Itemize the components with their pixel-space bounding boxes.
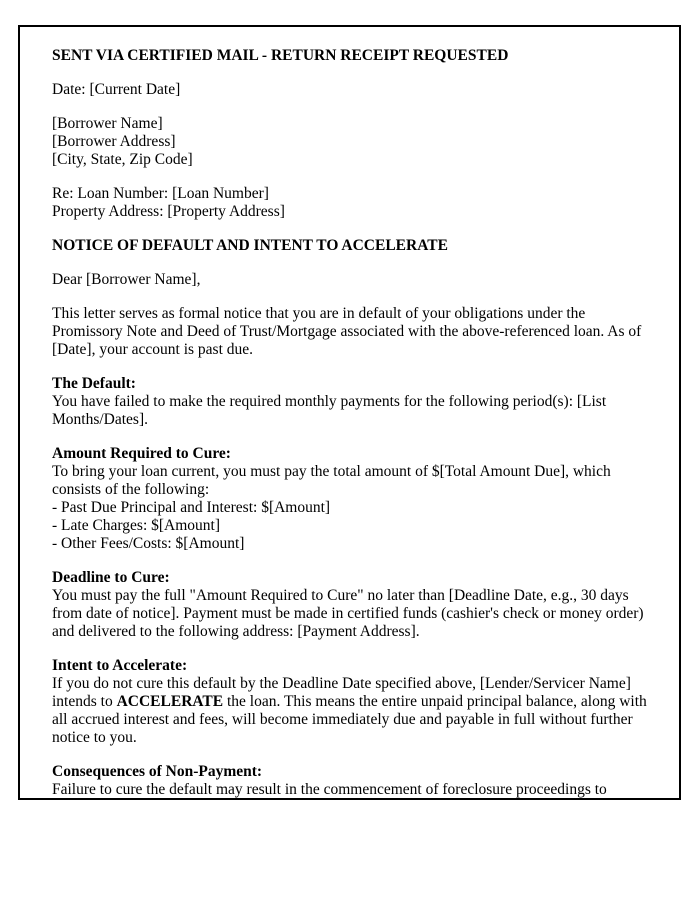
section-heading-the-default: The Default:: [52, 375, 136, 392]
reference-block: [52, 185, 649, 221]
accelerate-text-after: the loan. This means the entire unpaid principal balance, along with all accrued interest and fees, will become immediately due and payable in full without further notice to you.: [52, 693, 647, 746]
loan-number-line: Re: Loan Number: [Loan Number]: [52, 185, 269, 202]
section-deadline-to-cure: [52, 569, 649, 641]
accelerate-text-before: If you do not cure this default by the Deadline Date specified above, [Lender/Servicer Name] intends to: [52, 675, 631, 710]
section-consequences: [52, 763, 649, 799]
section-the-default: [52, 375, 649, 429]
section-body-deadline-to-cure: You must pay the full "Amount Required to Cure" no later than [Deadline Date, e.g., 30 days from date of notice]. Payment must be made in certified funds (cashier's check or money order) and delivered to the following address: [Payment Address].: [52, 587, 644, 640]
section-body-amount-required: To bring your loan current, you must pay the total amount of $[Total Amount Due], which consists of the following:: [52, 463, 611, 498]
section-heading-consequences: Consequences of Non-Payment:: [52, 763, 263, 780]
date-line: Date: [Current Date]: [52, 81, 181, 98]
recipient-name-line: [Borrower Name]: [52, 115, 163, 132]
recipient-city-line: [City, State, Zip Code]: [52, 151, 193, 168]
section-amount-required: [52, 445, 649, 553]
section-heading-amount-required: Amount Required to Cure:: [52, 445, 231, 462]
amount-item-other-fees: - Other Fees/Costs: $[Amount]: [52, 535, 245, 552]
intro-paragraph: This letter serves as formal notice that you are in default of your obligations under the Promissory Note and Deed of Trust/Mortgage associated with the above-referenced loan. As of [Date], your account is past due.: [52, 305, 642, 358]
recipient-block: [52, 115, 649, 169]
document-page: [18, 25, 681, 800]
salutation: Dear [Borrower Name],: [52, 271, 201, 288]
section-heading-deadline-to-cure: Deadline to Cure:: [52, 569, 170, 586]
amount-item-late-charges: - Late Charges: $[Amount]: [52, 517, 221, 534]
recipient-address-line: [Borrower Address]: [52, 133, 176, 150]
letter-title: NOTICE OF DEFAULT AND INTENT TO ACCELERATE: [52, 237, 448, 254]
amount-item-principal: - Past Due Principal and Interest: $[Amount]: [52, 499, 331, 516]
certified-mail-line: SENT VIA CERTIFIED MAIL - RETURN RECEIPT REQUESTED: [52, 47, 509, 64]
property-address-line: Property Address: [Property Address]: [52, 203, 285, 220]
section-body-consequences: Failure to cure the default may result in the commencement of foreclosure proceedings to: [52, 781, 607, 798]
section-body-the-default: You have failed to make the required monthly payments for the following period(s): [List Months/Dates].: [52, 393, 607, 428]
section-heading-intent-to-accelerate: Intent to Accelerate:: [52, 657, 188, 674]
accelerate-emphasis: ACCELERATE: [116, 693, 224, 710]
section-intent-to-accelerate: [52, 657, 649, 747]
section-body-intent-to-accelerate: [52, 675, 649, 747]
